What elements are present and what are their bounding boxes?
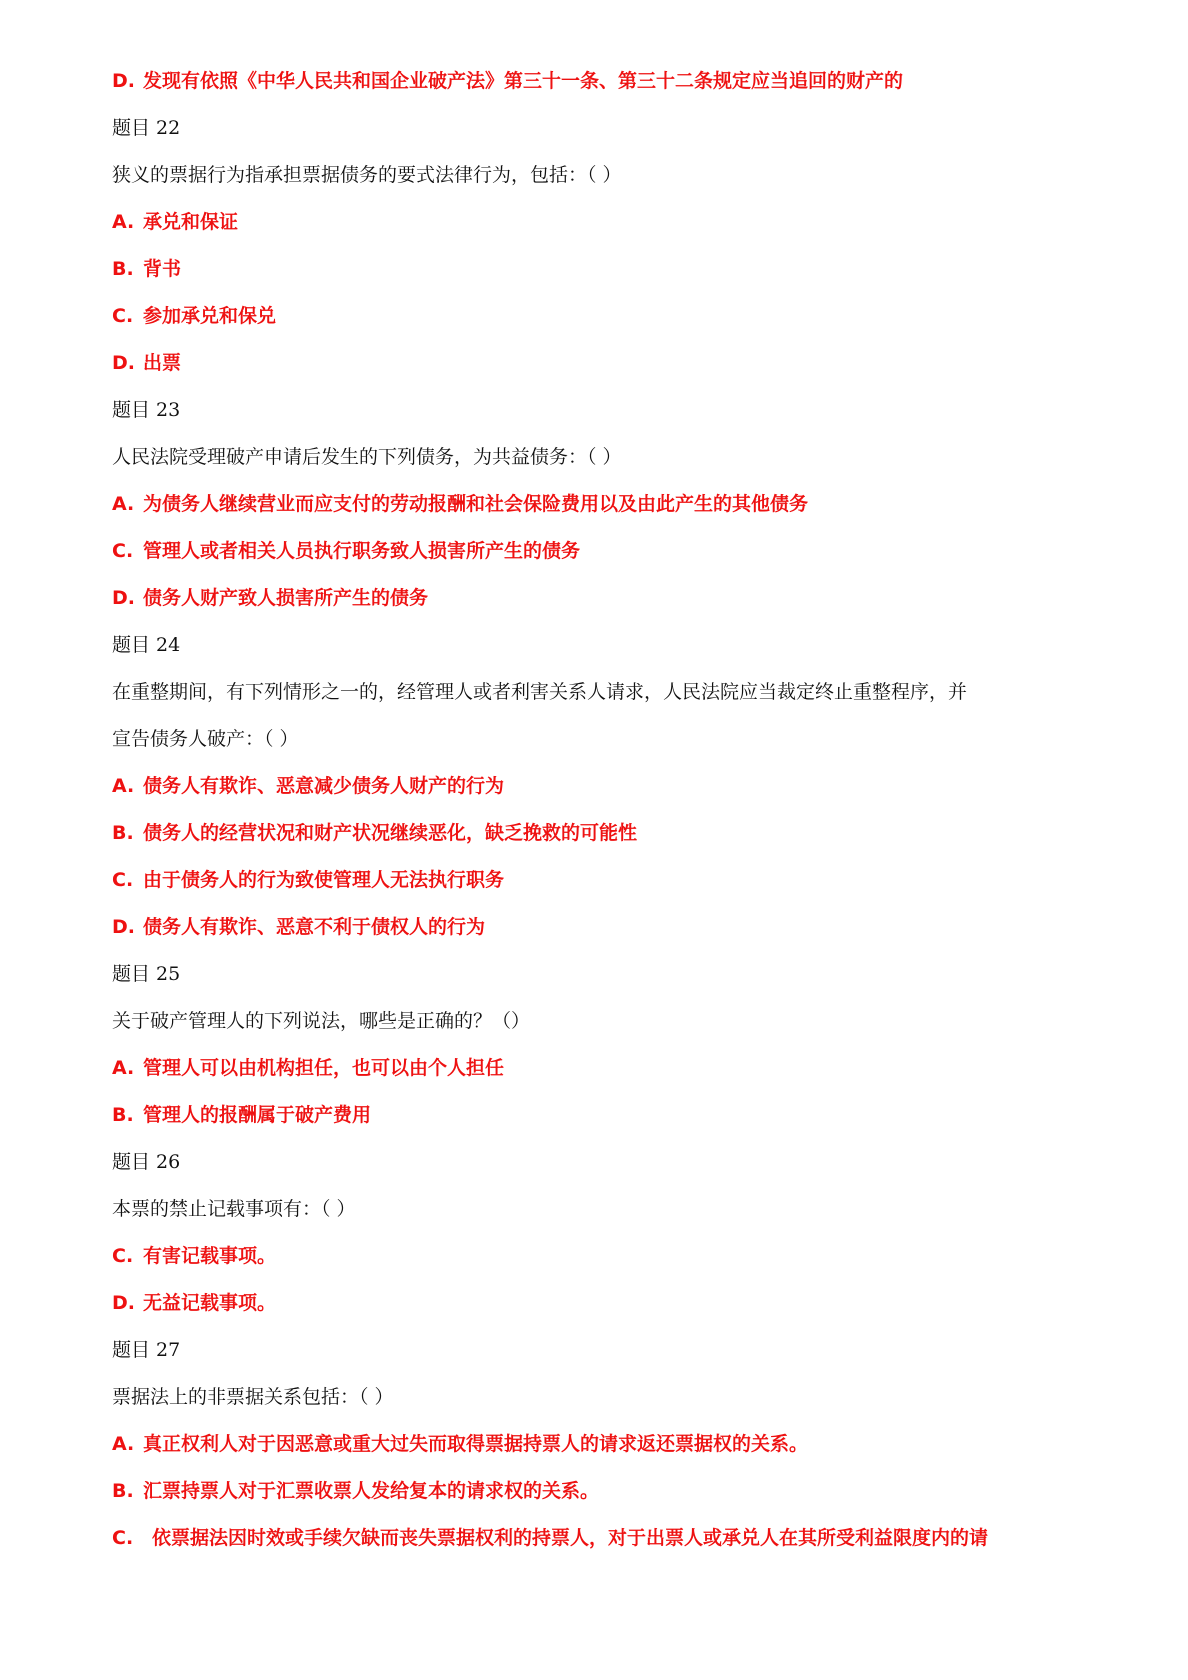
answer-option [112,1045,1092,1092]
option-letter: A. [112,211,135,233]
option-text: 无益记载事项。 [143,1292,277,1314]
option-letter: D. [112,587,135,609]
option-text: 真正权利人对于因恶意或重大过失而取得票据持票人的请求返还票据权的关系。 [143,1433,809,1455]
answer-option [112,1515,1092,1562]
answer-option [112,575,1092,622]
option-text: 发现有依照《中华人民共和国企业破产法》第三十一条、第三十二条规定应当追回的财产的 [143,70,904,92]
option-text: 管理人的报酬属于破产费用 [143,1104,372,1126]
option-text: 参加承兑和保兑 [143,305,277,327]
question-title: 题目 25 [112,963,181,985]
answer-option [112,1233,1092,1280]
option-text: 债务人的经营状况和财产状况继续恶化，缺乏挽救的可能性 [143,822,638,844]
option-letter: A. [112,1433,135,1455]
option-letter: C. [112,540,134,562]
option-letter: B. [112,1480,134,1502]
option-letter: A. [112,1057,135,1079]
option-text: 有害记载事项。 [143,1245,277,1267]
question-stem: 票据法上的非票据关系包括：（ ） [112,1386,394,1408]
answer-option [112,1421,1092,1468]
answer-option [112,58,1092,105]
question-stem: 本票的禁止记载事项有：（ ） [112,1198,356,1220]
option-letter: C. [112,869,134,891]
question-stem: 狭义的票据行为指承担票据债务的要式法律行为，包括：（ ） [112,164,622,186]
question-stem: 宣告债务人破产：（ ） [112,728,299,750]
answer-option [112,246,1092,293]
option-letter: A. [112,493,135,515]
option-text: 出票 [143,352,182,374]
option-text: 汇票持票人对于汇票收票人发给复本的请求权的关系。 [143,1480,600,1502]
question-stem: 人民法院受理破产申请后发生的下列债务，为共益债务：（ ） [112,446,622,468]
option-text: 为债务人继续营业而应支付的劳动报酬和社会保险费用以及由此产生的其他债务 [143,493,809,515]
option-letter: B. [112,822,134,844]
option-letter: C. [112,1245,134,1267]
option-letter: D. [112,352,135,374]
question-title: 题目 23 [112,399,181,421]
answer-option [112,481,1092,528]
answer-option [112,1092,1092,1139]
answer-option [112,1468,1092,1515]
option-letter: B. [112,1104,134,1126]
option-text: 背书 [143,258,182,280]
question-title: 题目 27 [112,1339,181,1361]
answer-option [112,857,1092,904]
question-title: 题目 22 [112,117,181,139]
question-stem: 在重整期间，有下列情形之一的，经管理人或者利害关系人请求，人民法院应当裁定终止重整程序，并 [112,681,968,703]
option-text: 管理人或者相关人员执行职务致人损害所产生的债务 [143,540,581,562]
answer-option [112,904,1092,951]
answer-option [112,340,1092,387]
option-letter: C. [112,1527,134,1549]
option-text: 债务人有欺诈、恶意减少债务人财产的行为 [143,775,505,797]
answer-option [112,1280,1092,1327]
question-list [112,58,1092,1562]
answer-option [112,763,1092,810]
option-text: 债务人有欺诈、恶意不利于债权人的行为 [143,916,486,938]
answer-option [112,199,1092,246]
option-letter: A. [112,775,135,797]
option-text: 由于债务人的行为致使管理人无法执行职务 [143,869,505,891]
option-letter: B. [112,258,134,280]
option-letter: C. [112,305,134,327]
answer-option [112,810,1092,857]
option-text: 管理人可以由机构担任，也可以由个人担任 [143,1057,505,1079]
answer-option [112,293,1092,340]
question-title: 题目 26 [112,1151,181,1173]
option-letter: D. [112,916,135,938]
answer-option [112,528,1092,575]
option-text: 依票据法因时效或手续欠缺而丧失票据权利的持票人，对于出票人或承兑人在其所受利益限度内的请 [152,1527,989,1549]
option-text: 债务人财产致人损害所产生的债务 [143,587,429,609]
question-title: 题目 24 [112,634,181,656]
question-stem: 关于破产管理人的下列说法，哪些是正确的？（） [112,1010,531,1032]
option-text: 承兑和保证 [143,211,239,233]
option-letter: D. [112,70,135,92]
option-letter: D. [112,1292,135,1314]
